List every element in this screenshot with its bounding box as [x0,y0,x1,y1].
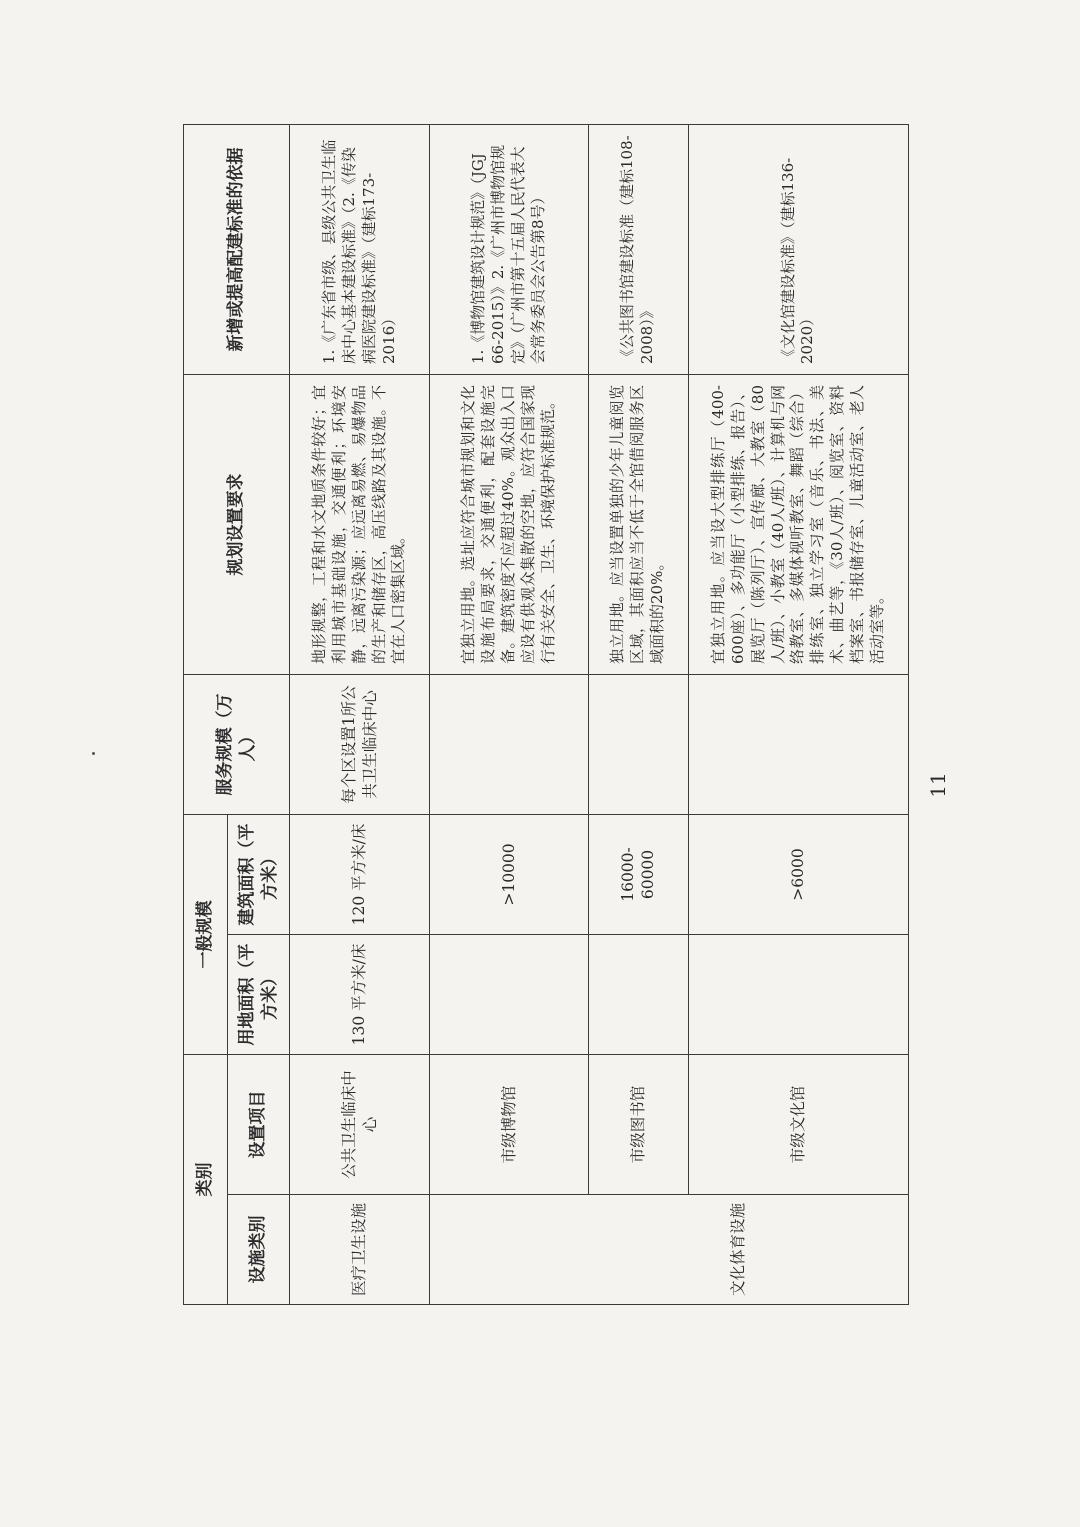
page-number: 11 [926,772,950,798]
item-cell: 市级文化馆 [688,1055,908,1195]
service-scale-cell [430,675,588,815]
building-area-cell: >10000 [430,815,588,935]
basis-cell: 《公共图书馆建设标准（建标108-2008）》 [588,125,688,375]
requirements-cell: 独立用地。应当设置单独的少年儿童阅览区域，其面积应当不低于全馆借阅服务区域面积的20%。 [588,375,688,675]
item-cell: 市级图书馆 [588,1055,688,1195]
table-row [688,125,908,1305]
header-land-area: 用地面积（平方米） [228,935,290,1055]
header-planning-requirements: 规划设置要求 [184,375,290,675]
building-area-cell: 120 平方米/床 [290,815,430,935]
header-facility-type: 设施类别 [228,1195,290,1305]
item-cell: 公共卫生临床中心 [290,1055,430,1195]
land-area-cell: 130 平方米/床 [290,935,430,1055]
requirements-cell: 宜独立用地。应当设大型排练厅（400-600座）、多功能厅（小型排练、报告）、展览厅（陈列厅）、宣传廊、大教室（80人/班）、小教室（40人/班）、计算机与网络教室、多媒体视听教室、舞蹈（综合）排练室、独立学习室（音乐、书法、美术、曲艺等，《30人/班）、阅览室、资料档案室、书报储存室、儿童活动室、老人活动室等。 [688,375,908,675]
scan-speck [92,752,95,755]
basis-cell: 1.《广东省市级、县级公共卫生临床中心基本建设标准》（2.《传染病医院建设标准》（建标173-2016） [290,125,430,375]
facility-type-culture-sports: 文化体育设施 [430,1195,909,1305]
basis-cell: 《文化馆建设标准》（建标136-2020） [688,125,908,375]
service-scale-cell [688,675,908,815]
land-area-cell [588,935,688,1055]
basis-cell: 1.《博物馆建筑设计规范》（JGJ 66-2015）》2.《广州市博物馆规定》（广州市第十五届人民代表大会常务委员会公告第8号） [430,125,588,375]
land-area-cell [430,935,588,1055]
header-building-area: 建筑面积（平方米） [228,815,290,935]
building-area-cell: 16000-60000 [588,815,688,935]
header-item: 设置项目 [228,1055,290,1195]
item-cell: 市级博物馆 [430,1055,588,1195]
service-scale-cell [588,675,688,815]
facility-standards-table [183,124,909,1305]
table-row [588,125,688,1305]
building-area-cell: >6000 [688,815,908,935]
header-general-scale: 一般规模 [184,815,228,1055]
table-row [290,125,430,1305]
facility-type-medical: 医疗卫生设施 [290,1195,430,1305]
service-scale-cell: 每个区设置1所公共卫生临床中心 [290,675,430,815]
requirements-cell: 地形规整，工程和水文地质条件较好；宜利用城市基础设施，交通便利；环境安静，远离污染源；应远离易燃、易爆物品的生产和储存区，高压线路及其设施。不宜在人口密集区域。 [290,375,430,675]
requirements-cell: 宜独立用地。选址应符合城市规划和文化设施布局要求，交通便利，配套设施完备。建筑密度不应超过40%。观众出入口应设有供观众集散的空地，应符合国家现行有关安全、卫生、环境保护标准规范。 [430,375,588,675]
header-basis: 新增或提高配建标准的依据 [184,125,290,375]
rotated-table-container [183,125,909,1305]
land-area-cell [688,935,908,1055]
header-service-scale: 服务规模（万人） [184,675,290,815]
header-category-group: 类别 [184,1055,228,1305]
table-row [430,125,588,1305]
